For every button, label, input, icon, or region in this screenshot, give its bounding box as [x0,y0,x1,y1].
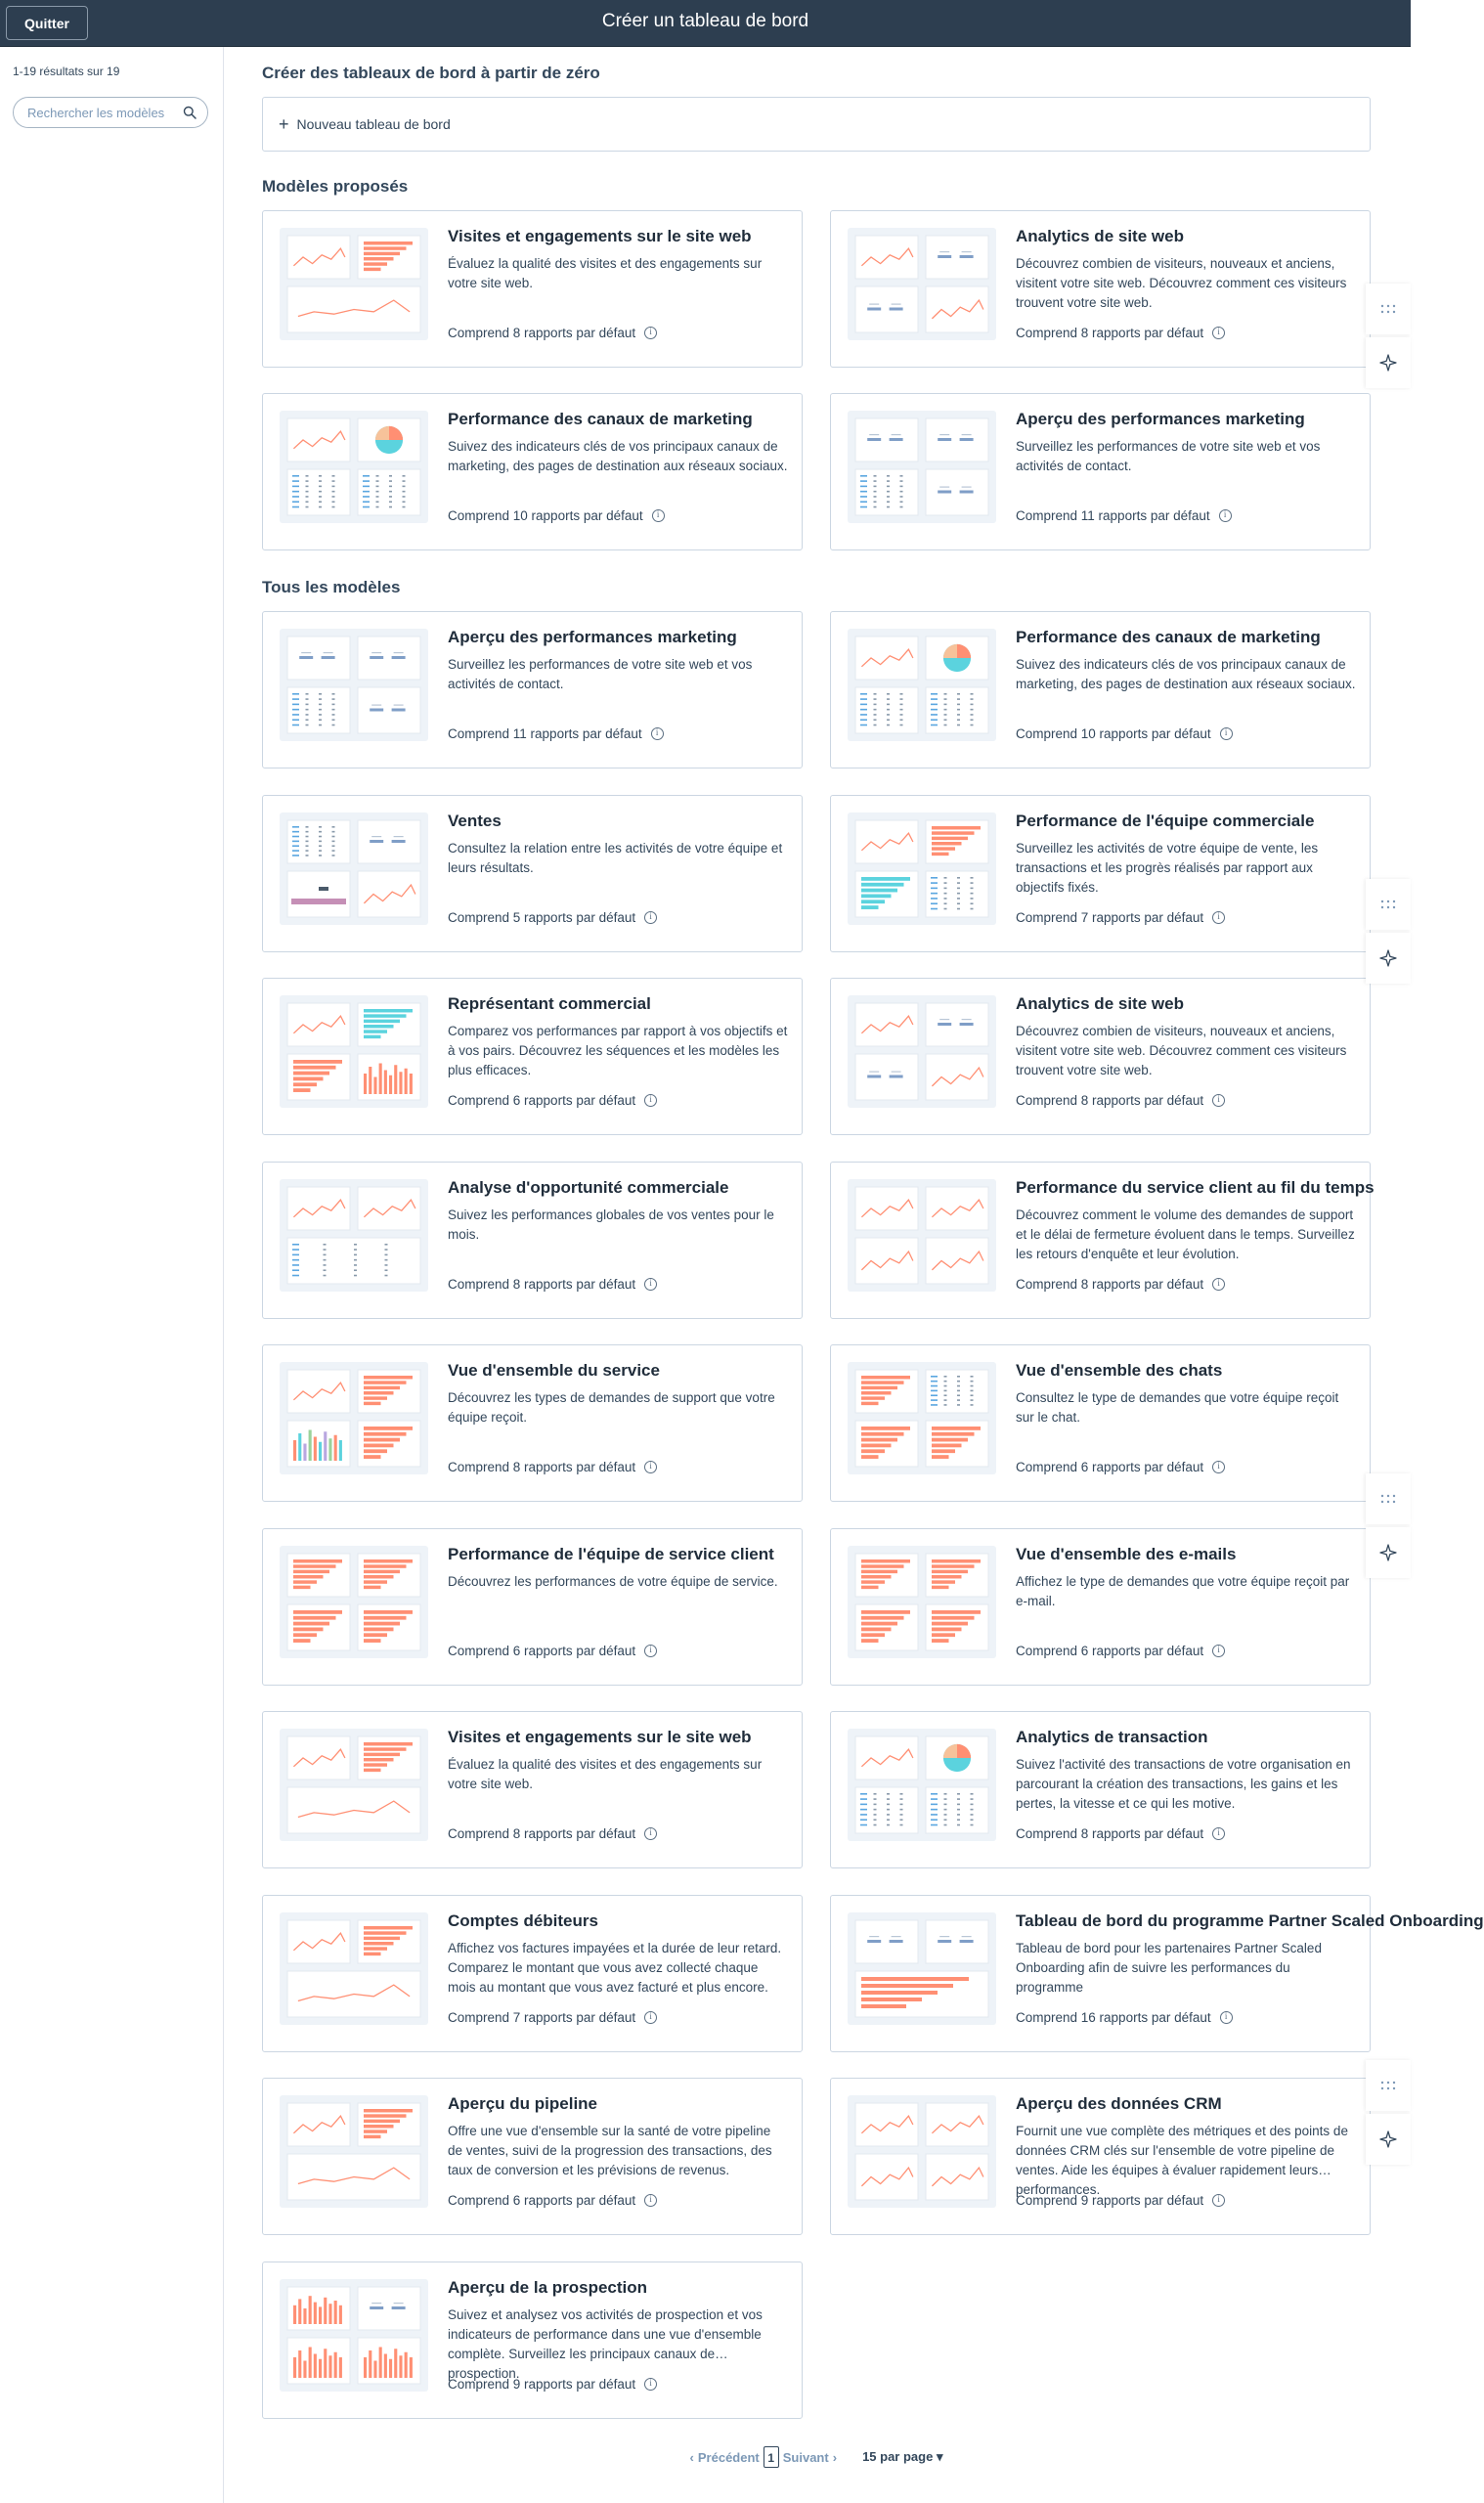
template-title: Comptes débiteurs [448,1910,598,1930]
template-card[interactable] [830,1162,1375,1319]
template-thumbnail [848,228,996,340]
template-description: Fournit une vue complète des métriques et des points de données CRM clés sur l'ensemble de votre pipeline de ventes. Aide les équipes à évaluer rapidement leurs performances. [1016,2124,1348,2197]
thumbnail-preview [848,1912,996,2025]
template-title: Aperçu des données CRM [1016,2094,1222,2113]
template-thumbnail [848,1912,996,2025]
search-icon[interactable] [183,106,196,119]
template-description: Surveillez les activités de votre équipe de vente, les transactions et les progrès réalisés par rapport aux objectifs fixés. [1016,840,1319,895]
thumbnail-preview [280,1546,428,1658]
template-thumbnail [848,1729,996,1841]
template-report-count: Comprend 9 rapports par défaut i [1016,2193,1225,2208]
info-icon[interactable] [1212,1278,1225,1291]
info-icon[interactable] [1212,1645,1225,1657]
search-input[interactable] [14,98,180,127]
thumbnail-preview [280,1179,428,1292]
grip-icon [1380,1494,1396,1504]
thumbnail-preview [280,1362,428,1474]
template-thumbnail [848,812,996,925]
chevron-right-icon: › [832,2449,838,2465]
chevron-left-icon: ‹ [689,2449,694,2465]
next-page-button[interactable]: Suivant › [782,2449,838,2465]
template-thumbnail [848,411,996,523]
template-title: Aperçu de la prospection [448,2277,648,2297]
template-thumbnail [280,2095,428,2208]
template-card[interactable] [262,393,803,550]
template-card[interactable] [830,210,1371,368]
thumbnail-preview [280,995,428,1108]
template-report-count: Comprend 5 rapports par défaut i [448,910,657,925]
info-icon[interactable] [644,1094,657,1107]
template-card[interactable] [262,210,803,368]
grip-icon [1380,304,1396,314]
sparkle-icon [1379,2130,1397,2148]
info-icon[interactable] [644,1827,657,1840]
thumbnail-preview [280,629,428,741]
template-card[interactable] [262,1528,803,1686]
template-description: Découvrez comment le volume des demandes de support et le délai de fermeture évoluent dans le temps. Surveillez les retours d'enquête et leur évolution. [1016,1207,1355,1261]
info-icon[interactable] [1212,1461,1225,1473]
template-description: Découvrez les performances de votre équipe de service. [448,1573,778,1589]
thumbnail-preview [280,1729,428,1841]
thumbnail-preview [848,629,996,741]
new-dashboard-label: Nouveau tableau de bord [296,116,451,132]
template-report-count: Comprend 10 rapports par défaut i [448,508,665,523]
info-icon[interactable] [644,1278,657,1291]
info-icon[interactable] [651,727,664,740]
template-title: Performance de l'équipe de service client [448,1544,774,1563]
template-title: Performance de l'équipe commerciale [1016,811,1315,830]
template-thumbnail [848,1546,996,1658]
template-title: Visites et engagements sur le site web [448,1728,752,1746]
drag-handle[interactable] [1366,1473,1411,1524]
info-icon[interactable] [1212,2194,1225,2207]
template-description: Affichez vos factures impayées et la durée de leur retard. Comparez le montant que vous avez collecté chaque mois au montant que vous avez facturé et plus encore. [448,1940,782,1995]
template-title: Ventes [448,811,502,830]
info-icon[interactable] [644,1461,657,1473]
template-title: Tableau de bord du programme Partner Scaled Onboarding [1016,1910,1484,1930]
template-title: Visites et engagements sur le site web [448,227,752,245]
info-icon[interactable] [1212,327,1225,339]
template-thumbnail [280,1729,428,1841]
thumbnail-preview [280,812,428,925]
template-thumbnail [280,629,428,741]
featured-section-title: Modèles proposés [262,177,409,196]
template-report-count: Comprend 7 rapports par défaut i [1016,910,1225,925]
template-report-count: Comprend 8 rapports par défaut i [448,1460,657,1474]
template-description: Suivez l'activité des transactions de votre organisation en parcourant la création des transactions, les gains et les pertes, la vitesse et ce qui les motive. [1016,1757,1351,1811]
template-thumbnail [280,1362,428,1474]
template-description: Évaluez la qualité des visites et des engagements sur votre site web. [448,1757,763,1791]
template-card[interactable] [830,1895,1484,2052]
thumbnail-preview [848,995,996,1108]
template-title: Vue d'ensemble des chats [1016,1361,1223,1380]
info-icon[interactable] [644,2378,657,2391]
search-box [13,97,208,128]
template-description: Surveillez les performances de votre site web et vos activités de contact. [1016,439,1321,473]
template-title: Analyse d'opportunité commerciale [448,1177,729,1197]
template-report-count: Comprend 8 rapports par défaut i [448,1277,657,1292]
template-title: Aperçu des performances marketing [1016,410,1305,428]
template-card[interactable] [830,795,1371,952]
template-card[interactable] [262,1162,803,1319]
thumbnail-preview [848,228,996,340]
template-card[interactable] [830,1344,1371,1502]
template-title: Aperçu du pipeline [448,2094,598,2113]
ai-assistant-button[interactable] [1366,2114,1411,2165]
per-page-dropdown[interactable]: 15 par page ▾ [862,2449,943,2464]
template-title: Aperçu des performances marketing [448,628,737,646]
template-description: Comparez vos performances par rapport à vos objectifs et à vos pairs. Découvrez les séquences et les modèles les plus efficaces. [448,1024,788,1077]
template-card[interactable] [830,2078,1371,2235]
previous-page-button[interactable]: ‹ Précédent [689,2449,760,2465]
template-thumbnail [848,1362,996,1474]
template-description: Consultez la relation entre les activités de votre équipe et leurs résultats. [448,840,783,875]
sparkle-icon [1379,354,1397,372]
template-title: Performance du service client au fil du temps [1016,1177,1375,1197]
template-report-count: Comprend 11 rapports par défaut i [1016,508,1232,523]
new-dashboard-button[interactable] [262,97,1371,152]
page-title: Créer un tableau de bord [601,11,809,31]
template-card[interactable] [262,2078,803,2235]
info-icon[interactable] [644,2011,657,2024]
template-title: Représentant commercial [448,994,651,1013]
template-report-count: Comprend 6 rapports par défaut i [448,2193,657,2208]
template-title: Vue d'ensemble des e-mails [1016,1544,1237,1563]
quit-button[interactable]: Quitter [6,6,88,40]
grip-icon [1380,900,1396,909]
template-thumbnail [280,228,428,340]
template-title: Performance des canaux de marketing [448,410,753,428]
template-report-count: Comprend 6 rapports par défaut i [448,1644,657,1658]
template-description: Découvrez combien de visiteurs, nouveaux et anciens, visitent votre site web. Découvrez comment ces visiteurs trouvent votre site web. [1016,1024,1347,1077]
template-card[interactable] [262,978,803,1135]
drag-handle[interactable] [1366,2060,1411,2111]
template-report-count: Comprend 7 rapports par défaut i [448,2010,657,2025]
template-card[interactable] [262,1711,803,1868]
sparkle-icon [1379,1544,1397,1561]
info-icon[interactable] [1212,1094,1225,1107]
template-title: Vue d'ensemble du service [448,1361,660,1380]
thumbnail-preview [848,1546,996,1658]
template-card[interactable] [262,795,803,952]
thumbnail-preview [848,812,996,925]
template-description: Suivez des indicateurs clés de vos principaux canaux de marketing, des pages de destination aux réseaux sociaux. [448,439,788,473]
template-thumbnail [848,629,996,741]
template-description: Offre une vue d'ensemble sur la santé de votre pipeline de ventes, suivi de la progression des transactions, des taux de conversion et les prévisions de revenus. [448,2124,772,2177]
info-icon[interactable] [1220,2011,1233,2024]
info-icon[interactable] [1212,1827,1225,1840]
result-count: 1-19 résultats sur 19 [13,65,120,78]
info-icon[interactable] [1219,509,1232,522]
pagination [262,2446,1371,2468]
template-title: Analytics de transaction [1016,1728,1208,1746]
current-page[interactable]: 1 [764,2446,779,2468]
thumbnail-preview [280,1912,428,2025]
ai-assistant-button[interactable] [1366,337,1411,388]
info-icon[interactable] [1212,911,1225,924]
sparkle-icon [1379,949,1397,967]
thumbnail-preview [848,1362,996,1474]
template-card[interactable] [262,611,803,768]
info-icon[interactable] [644,327,657,339]
template-thumbnail [280,1546,428,1658]
template-report-count: Comprend 8 rapports par défaut i [1016,326,1225,340]
template-report-count: Comprend 10 rapports par défaut i [1016,726,1233,741]
thumbnail-preview [848,411,996,523]
template-description: Consultez le type de demandes que votre équipe reçoit sur le chat. [1016,1390,1339,1425]
template-card[interactable] [830,978,1371,1135]
template-report-count: Comprend 6 rapports par défaut i [1016,1644,1225,1658]
all-section-title: Tous les modèles [262,578,401,596]
template-thumbnail [848,1179,996,1292]
template-card[interactable] [830,611,1371,768]
template-card[interactable] [262,1895,803,2052]
info-icon[interactable] [652,509,665,522]
template-card[interactable] [830,393,1371,550]
template-thumbnail [280,1179,428,1292]
template-title: Performance des canaux de marketing [1016,628,1321,646]
template-thumbnail [280,411,428,523]
template-description: Surveillez les performances de votre site web et vos activités de contact. [448,657,753,691]
template-thumbnail [280,812,428,925]
thumbnail-preview [280,228,428,340]
template-title: Analytics de site web [1016,227,1184,245]
thumbnail-preview [280,2095,428,2208]
template-description: Suivez et analysez vos activités de prospection et vos indicateurs de performance dans une vue d'ensemble complète. Surveillez les principaux canaux de prospection. [448,2306,763,2381]
info-icon[interactable] [644,2194,657,2207]
template-report-count: Comprend 8 rapports par défaut i [448,326,657,340]
template-description: Découvrez les types de demandes de support que votre équipe reçoit. [448,1390,775,1425]
template-card[interactable] [262,1344,803,1502]
template-report-count: Comprend 11 rapports par défaut i [448,726,664,741]
top-bar [0,0,1411,47]
template-card[interactable] [830,1711,1371,1868]
template-report-count: Comprend 6 rapports par défaut i [1016,1460,1225,1474]
template-card[interactable] [262,2261,803,2419]
ai-assistant-button[interactable] [1366,933,1411,984]
template-thumbnail [280,2279,428,2392]
info-icon[interactable] [644,1645,657,1657]
thumbnail-preview [848,1179,996,1292]
template-report-count: Comprend 8 rapports par défaut i [1016,1826,1225,1841]
template-description: Suivez des indicateurs clés de vos principaux canaux de marketing, des pages de destination aux réseaux sociaux. [1016,657,1356,691]
sidebar [0,47,224,2503]
plus-icon: + [279,114,289,134]
info-icon[interactable] [644,911,657,924]
template-description: Suivez les performances globales de vos ventes pour le mois. [448,1207,774,1242]
template-report-count: Comprend 8 rapports par défaut i [448,1826,657,1841]
drag-handle[interactable] [1366,284,1411,334]
thumbnail-preview [280,411,428,523]
template-report-count: Comprend 8 rapports par défaut i [1016,1093,1225,1108]
drag-handle[interactable] [1366,879,1411,930]
thumbnail-preview [848,2095,996,2208]
template-card[interactable] [830,1528,1371,1686]
template-description: Évaluez la qualité des visites et des engagements sur votre site web. [448,256,763,290]
template-description: Tableau de bord pour les partenaires Partner Scaled Onboarding afin de suivre les performances du programme [1016,1940,1322,1995]
template-report-count: Comprend 6 rapports par défaut i [448,1093,657,1108]
template-report-count: Comprend 8 rapports par défaut i [1016,1277,1225,1292]
thumbnail-preview [280,2279,428,2392]
scratch-section-title: Créer des tableaux de bord à partir de zéro [262,64,600,82]
ai-assistant-button[interactable] [1366,1527,1411,1578]
template-description: Découvrez combien de visiteurs, nouveaux et anciens, visitent votre site web. Découvrez comment ces visiteurs trouvent votre site web. [1016,256,1347,310]
thumbnail-preview [848,1729,996,1841]
template-thumbnail [280,1912,428,2025]
template-title: Analytics de site web [1016,994,1184,1013]
template-thumbnail [848,995,996,1108]
template-description: Affichez le type de demandes que votre équipe reçoit par e-mail. [1016,1573,1350,1608]
template-report-count: Comprend 16 rapports par défaut i [1016,2010,1233,2025]
grip-icon [1380,2081,1396,2090]
template-thumbnail [848,2095,996,2208]
template-thumbnail [280,995,428,1108]
info-icon[interactable] [1220,727,1233,740]
template-report-count: Comprend 9 rapports par défaut i [448,2377,657,2392]
